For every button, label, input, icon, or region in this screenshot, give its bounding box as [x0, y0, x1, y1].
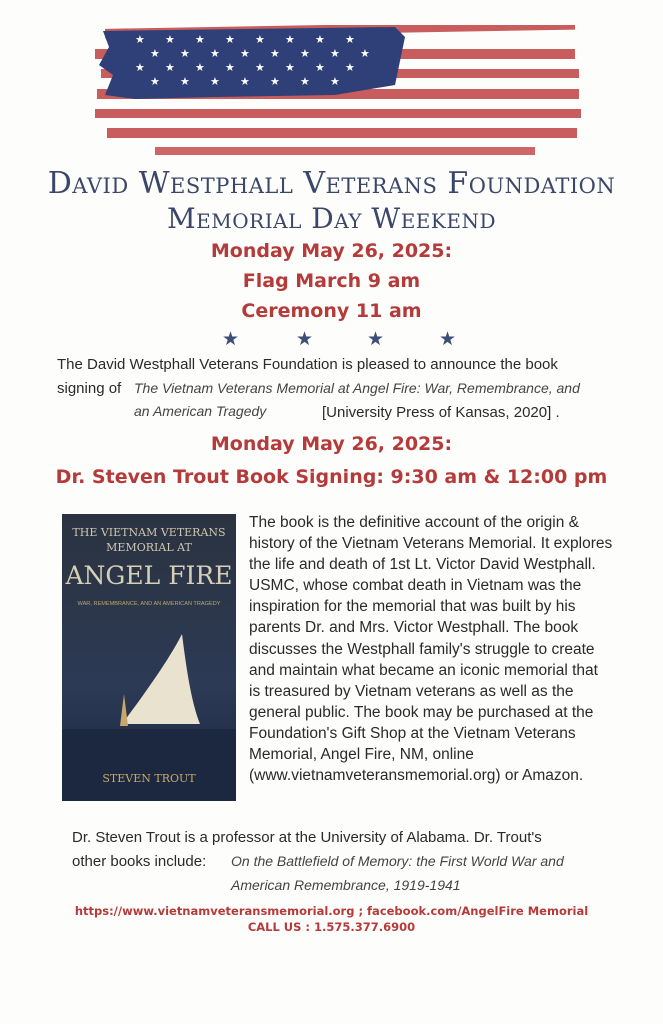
- svg-text:★: ★: [150, 75, 160, 88]
- book-description: [249, 512, 634, 786]
- svg-text:★: ★: [210, 47, 220, 60]
- star-divider: [0, 328, 663, 348]
- cover-subtitle: WAR, REMEMBRANCE, AND AN AMERICAN TRAGEDY: [77, 601, 221, 607]
- description-line: Foundation's Gift Shop at the Vietnam Veterans: [249, 724, 576, 742]
- svg-text:★: ★: [225, 33, 235, 46]
- book-title-part1: The Vietnam Veterans Memorial at Angel Fire: War, Remembrance, and: [134, 380, 580, 396]
- svg-text:★: ★: [300, 47, 310, 60]
- event-title: Memorial Day Weekend: [167, 202, 496, 235]
- flag-canton: [99, 27, 405, 99]
- svg-text:★: ★: [180, 47, 190, 60]
- description-line: USMC, whose combat death in Vietnam was the: [249, 577, 582, 595]
- svg-text:★: ★: [270, 75, 280, 88]
- footer-links: https://www.vietnamveteransmemorial.org ; facebook.com/AngelFire Memorial: [74, 904, 589, 918]
- signing-date: Monday May 26, 2025:: [210, 433, 453, 455]
- svg-text:★: ★: [285, 61, 295, 74]
- svg-text:★: ★: [300, 75, 310, 88]
- description-line: parents Dr. and Mrs. Victor Westphall. The book: [249, 619, 579, 637]
- description-line: discusses the Westphall family's struggle to create: [249, 640, 595, 658]
- cover-title-line3: ANGEL FIRE: [65, 561, 233, 590]
- other-book-title-part1: On the Battlefield of Memory: the First World War and: [231, 853, 564, 869]
- other-book-title-part2: American Remembrance, 1919-1941: [231, 877, 461, 893]
- svg-text:★: ★: [225, 61, 235, 74]
- book-title-part2: an American Tragedy: [134, 403, 267, 419]
- description-line: general public. The book may be purchased at the: [249, 703, 594, 721]
- description-line: and maintain what became an iconic memorial that: [249, 661, 598, 679]
- author-bio-prefix: other books include:: [72, 853, 207, 870]
- svg-text:★: ★: [330, 75, 340, 88]
- announcement-line2-prefix: signing of: [57, 380, 122, 397]
- svg-text:★: ★: [135, 33, 145, 46]
- svg-text:★: ★: [240, 75, 250, 88]
- description-line: The book is the definitive account of the origin &: [249, 514, 580, 531]
- svg-text:★: ★: [165, 61, 175, 74]
- book-signing-time: Dr. Steven Trout Book Signing: 9:30 am & 12:00 pm: [55, 466, 608, 488]
- svg-text:★: ★: [240, 47, 250, 60]
- book-cover-image: [62, 514, 236, 801]
- svg-text:★: ★: [195, 33, 205, 46]
- ceremony-time: Ceremony 11 am: [241, 300, 422, 322]
- svg-text:★: ★: [135, 61, 145, 74]
- schedule-date: Monday May 26, 2025:: [210, 240, 453, 262]
- announcement-line1: The David Westphall Veterans Foundation is pleased to announce the book: [57, 356, 558, 373]
- foundation-title: David Westphall Veterans Foundation: [47, 166, 616, 201]
- star-icon: ★: [439, 328, 457, 350]
- flag-march-time: Flag March 9 am: [242, 270, 421, 292]
- star-icon: ★: [367, 328, 385, 350]
- american-flag-graphic: [95, 25, 585, 165]
- author-bio-line1: Dr. Steven Trout is a professor at the University of Alabama. Dr. Trout's: [72, 829, 542, 846]
- svg-text:★: ★: [270, 47, 280, 60]
- cover-title-line2: MEMORIAL AT: [106, 541, 192, 554]
- footer-phone: CALL US : 1.575.377.6900: [247, 920, 416, 934]
- svg-text:★: ★: [360, 47, 370, 60]
- svg-text:★: ★: [315, 33, 325, 46]
- cover-author: STEVEN TROUT: [102, 772, 196, 785]
- svg-text:★: ★: [315, 61, 325, 74]
- svg-text:★: ★: [210, 75, 220, 88]
- svg-text:★: ★: [150, 47, 160, 60]
- star-icon: ★: [296, 328, 314, 350]
- description-line: history of the Vietnam Veterans Memorial. It explores: [249, 535, 613, 553]
- svg-text:★: ★: [195, 61, 205, 74]
- description-line: (www.vietnamveteransmemorial.org) or Amazon.: [249, 767, 584, 785]
- svg-text:★: ★: [180, 75, 190, 88]
- cover-title-line1: THE VIETNAM VETERANS: [72, 526, 226, 539]
- description-line: inspiration for the memorial that was built by his: [249, 598, 576, 616]
- description-line: the life and death of 1st Lt. Victor David Westphall.: [249, 556, 596, 574]
- publisher-info: [University Press of Kansas, 2020] .: [322, 404, 560, 421]
- svg-text:★: ★: [165, 33, 175, 46]
- description-line: Memorial, Angel Fire, NM, online: [249, 746, 474, 764]
- description-line: is treasured by Vietnam veterans as well as the: [249, 682, 574, 700]
- svg-text:★: ★: [255, 33, 265, 46]
- star-icon: ★: [222, 328, 240, 350]
- svg-text:★: ★: [345, 33, 355, 46]
- svg-text:★: ★: [255, 61, 265, 74]
- svg-text:★: ★: [345, 61, 355, 74]
- svg-text:★: ★: [330, 47, 340, 60]
- svg-text:★: ★: [285, 33, 295, 46]
